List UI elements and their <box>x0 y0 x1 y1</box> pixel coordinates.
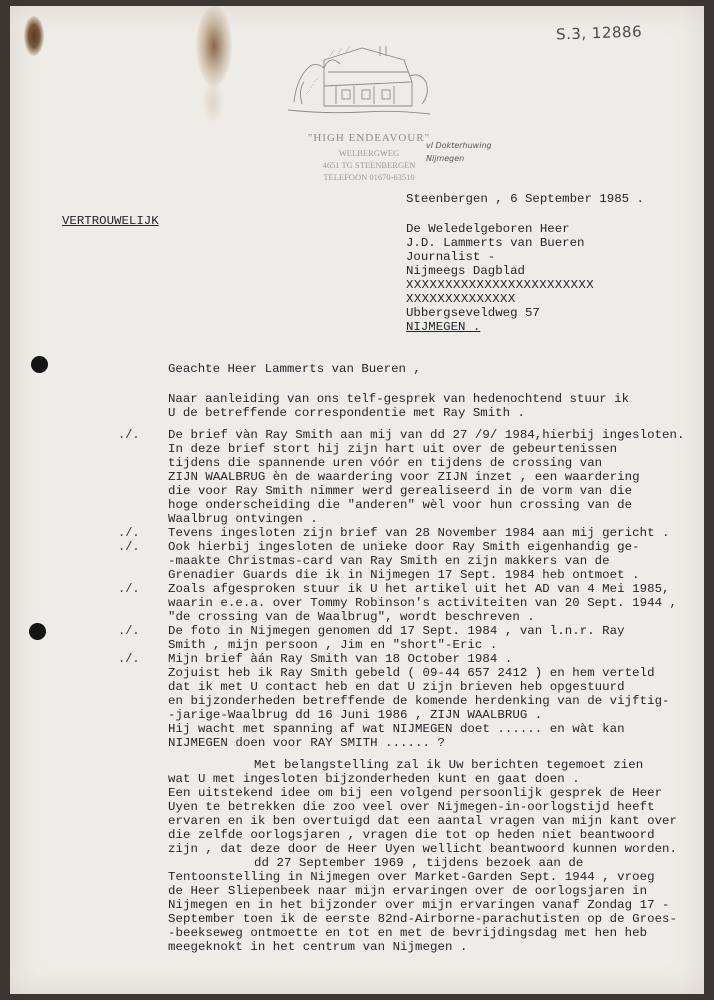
stain-top-center-2 <box>202 76 224 126</box>
body-line: Grenadier Guards die ik in Nijmegen 17 Sept. 1984 heb ontmoet . <box>168 568 640 582</box>
body-line: Tevens ingesloten zijn brief van 28 November 1984 aan mij gericht . <box>168 526 670 540</box>
enclosure-mark: ./. <box>118 652 140 666</box>
house-logo-icon <box>284 42 434 122</box>
body-line: Nijmegen en in het bijzonder over mijn ervaringen vanaf Zondag 17 - <box>168 898 670 912</box>
letterhead-city: 4651 TG STEENBERGEN <box>322 160 416 170</box>
stain-top-left <box>24 16 44 56</box>
body-line: ervaren en ik ben overtuigd dat een aantal vragen van mijn kant over <box>168 814 678 828</box>
stain-top-center <box>196 6 232 86</box>
salutation: Geachte Heer Lammerts van Bueren , <box>168 362 421 376</box>
address-line-struck: XXXXXXXXXXXXXXXXXXXXXXXX <box>406 278 595 292</box>
address-line: De Weledelgeboren Heer <box>406 222 570 236</box>
body-line: Mijn brief àán Ray Smith van 18 October 1984 . <box>168 652 513 666</box>
body-line: Zoals afgesproken stuur ik U het artikel uit het AD van 4 Mei 1985, <box>168 582 670 596</box>
body-line: -maakte Christmas-card van Ray Smith en zijn makkers van de <box>168 554 610 568</box>
body-line: Hij wacht met spanning af wat NIJMEGEN doet ...... en wàt kan <box>168 722 625 736</box>
handwritten-note-line2: Nijmegen <box>426 154 465 163</box>
body-line: tijdens die spannende uren vóór en tijdens de crossing van <box>168 456 603 470</box>
handwritten-note-line1: vl Dokterhuwing <box>426 141 492 150</box>
body-line: -jarige-Waalbrug dd 16 Juni 1986 , ZIJN WAALBRUG . <box>168 708 543 722</box>
enclosure-mark: ./. <box>118 582 140 596</box>
body-line: waarin e.e.a. over Tommy Robinson's activiteiten van 20 Sept. 1944 , <box>168 596 678 610</box>
address-line: Journalist - <box>406 250 496 264</box>
enclosure-mark: ./. <box>118 540 140 554</box>
body-line: zijn , dat deze door de Heer Uyen wellicht beantwoord kunnen worden. <box>168 842 678 856</box>
letter-page <box>10 6 704 994</box>
intro-line: U de betreffende correspondentie met Ray Smith . <box>168 406 525 420</box>
body-line: Zojuist heb ik Ray Smith gebeld ( 09-44 657 2412 ) en hem verteld <box>168 666 655 680</box>
body-line: ZIJN WAALBRUG èn de waardering voor ZIJN inzet , een waardering <box>168 470 640 484</box>
body-line: dd 27 September 1969 , tijdens bezoek aan de <box>254 856 584 870</box>
body-line: Ook hierbij ingesloten de unieke door Ray Smith eigenhandig ge- <box>168 540 640 554</box>
confidential-label: VERTROUWELIJK <box>62 214 159 228</box>
enclosure-mark: ./. <box>118 624 140 638</box>
body-line: en bijzonderheden betreffende de komende herdenking van de vijftig- <box>168 694 670 708</box>
enclosure-mark: ./. <box>118 428 140 442</box>
address-line: J.D. Lammerts van Bueren <box>406 236 585 250</box>
intro-line: Naar aanleiding van ons telf-gesprek van hedenochtend stuur ik <box>168 392 630 406</box>
address-city: NIJMEGEN . <box>406 320 481 334</box>
body-line: Smith , mijn persoon , Jim en "short"-Eric . <box>168 638 498 652</box>
address-line: Nijmeegs Dagblad <box>406 264 525 278</box>
place-date: Steenbergen , 6 September 1985 . <box>406 192 644 206</box>
body-line: wat U met ingesloten bijzonderheden kunt en gaat doen . <box>168 772 580 786</box>
archive-number: S.3, 12886 <box>555 22 643 44</box>
body-line: meegeknokt in het centrum van Nijmegen . <box>168 940 468 954</box>
body-line: -beekseweg ontmoette en tot en met de bevrijdingsdag met hen heb <box>168 926 648 940</box>
letterhead-name: "HIGH ENDEAVOUR" <box>307 132 431 144</box>
letterhead-phone: TELEFOON 01670-63510 <box>323 172 415 182</box>
body-line: Uyen te betrekken die zoo veel over Nijmegen-in-oorlogstijd heeft <box>168 800 655 814</box>
body-line: "de crossing van de Waalbrug", wordt beschreven . <box>168 610 535 624</box>
body-line: hoge onderscheiding die "anderen" wèl voor hun crossing van de <box>168 498 633 512</box>
body-line: die zelfde oorlogsjaren , vragen die tot op heden niet beantwoord <box>168 828 655 842</box>
body-line: Een uitstekend idee om bij een volgend persoonlijk gesprek de Heer <box>168 786 663 800</box>
punch-hole-top <box>31 356 48 373</box>
body-line: dat ik met U contact heb en dat U zijn brieven heb opgestuurd <box>168 680 625 694</box>
body-line: In deze brief stort hij zijn hart uit over de gebeurtenissen <box>168 442 618 456</box>
body-line: NIJMEGEN doen voor RAY SMITH ...... ? <box>168 736 445 750</box>
body-line: De foto in Nijmegen genomen dd 17 Sept. 1984 , van l.n.r. Ray <box>168 624 625 638</box>
letterhead-street: WELBERGWEG <box>338 148 400 158</box>
punch-hole-bottom <box>29 623 46 640</box>
body-line: September toen ik de eerste 82nd-Airborne-parachutisten op de Groes- <box>168 912 678 926</box>
body-line: Tentoonstelling in Nijmegen over Market-Garden Sept. 1944 , vroeg <box>168 870 655 884</box>
body-line: Met belangstelling zal ik Uw berichten tegemoet zien <box>254 758 644 772</box>
body-line: de Heer Sliepenbeek naar mijn ervaringen over de oorlogsjaren in <box>168 884 648 898</box>
address-line: Ubbergseveldweg 57 <box>406 306 540 320</box>
address-line-struck: XXXXXXXXXXXXXX <box>406 292 516 306</box>
body-line: die voor Ray Smith nimmer werd gerealiseerd in de vorm van die <box>168 484 633 498</box>
enclosure-mark: ./. <box>118 526 140 540</box>
body-line: Waalbrug ontvingen . <box>168 512 318 526</box>
body-line: De brief vàn Ray Smith aan mij van dd 27 /9/ 1984,hierbij ingesloten. <box>168 428 685 442</box>
